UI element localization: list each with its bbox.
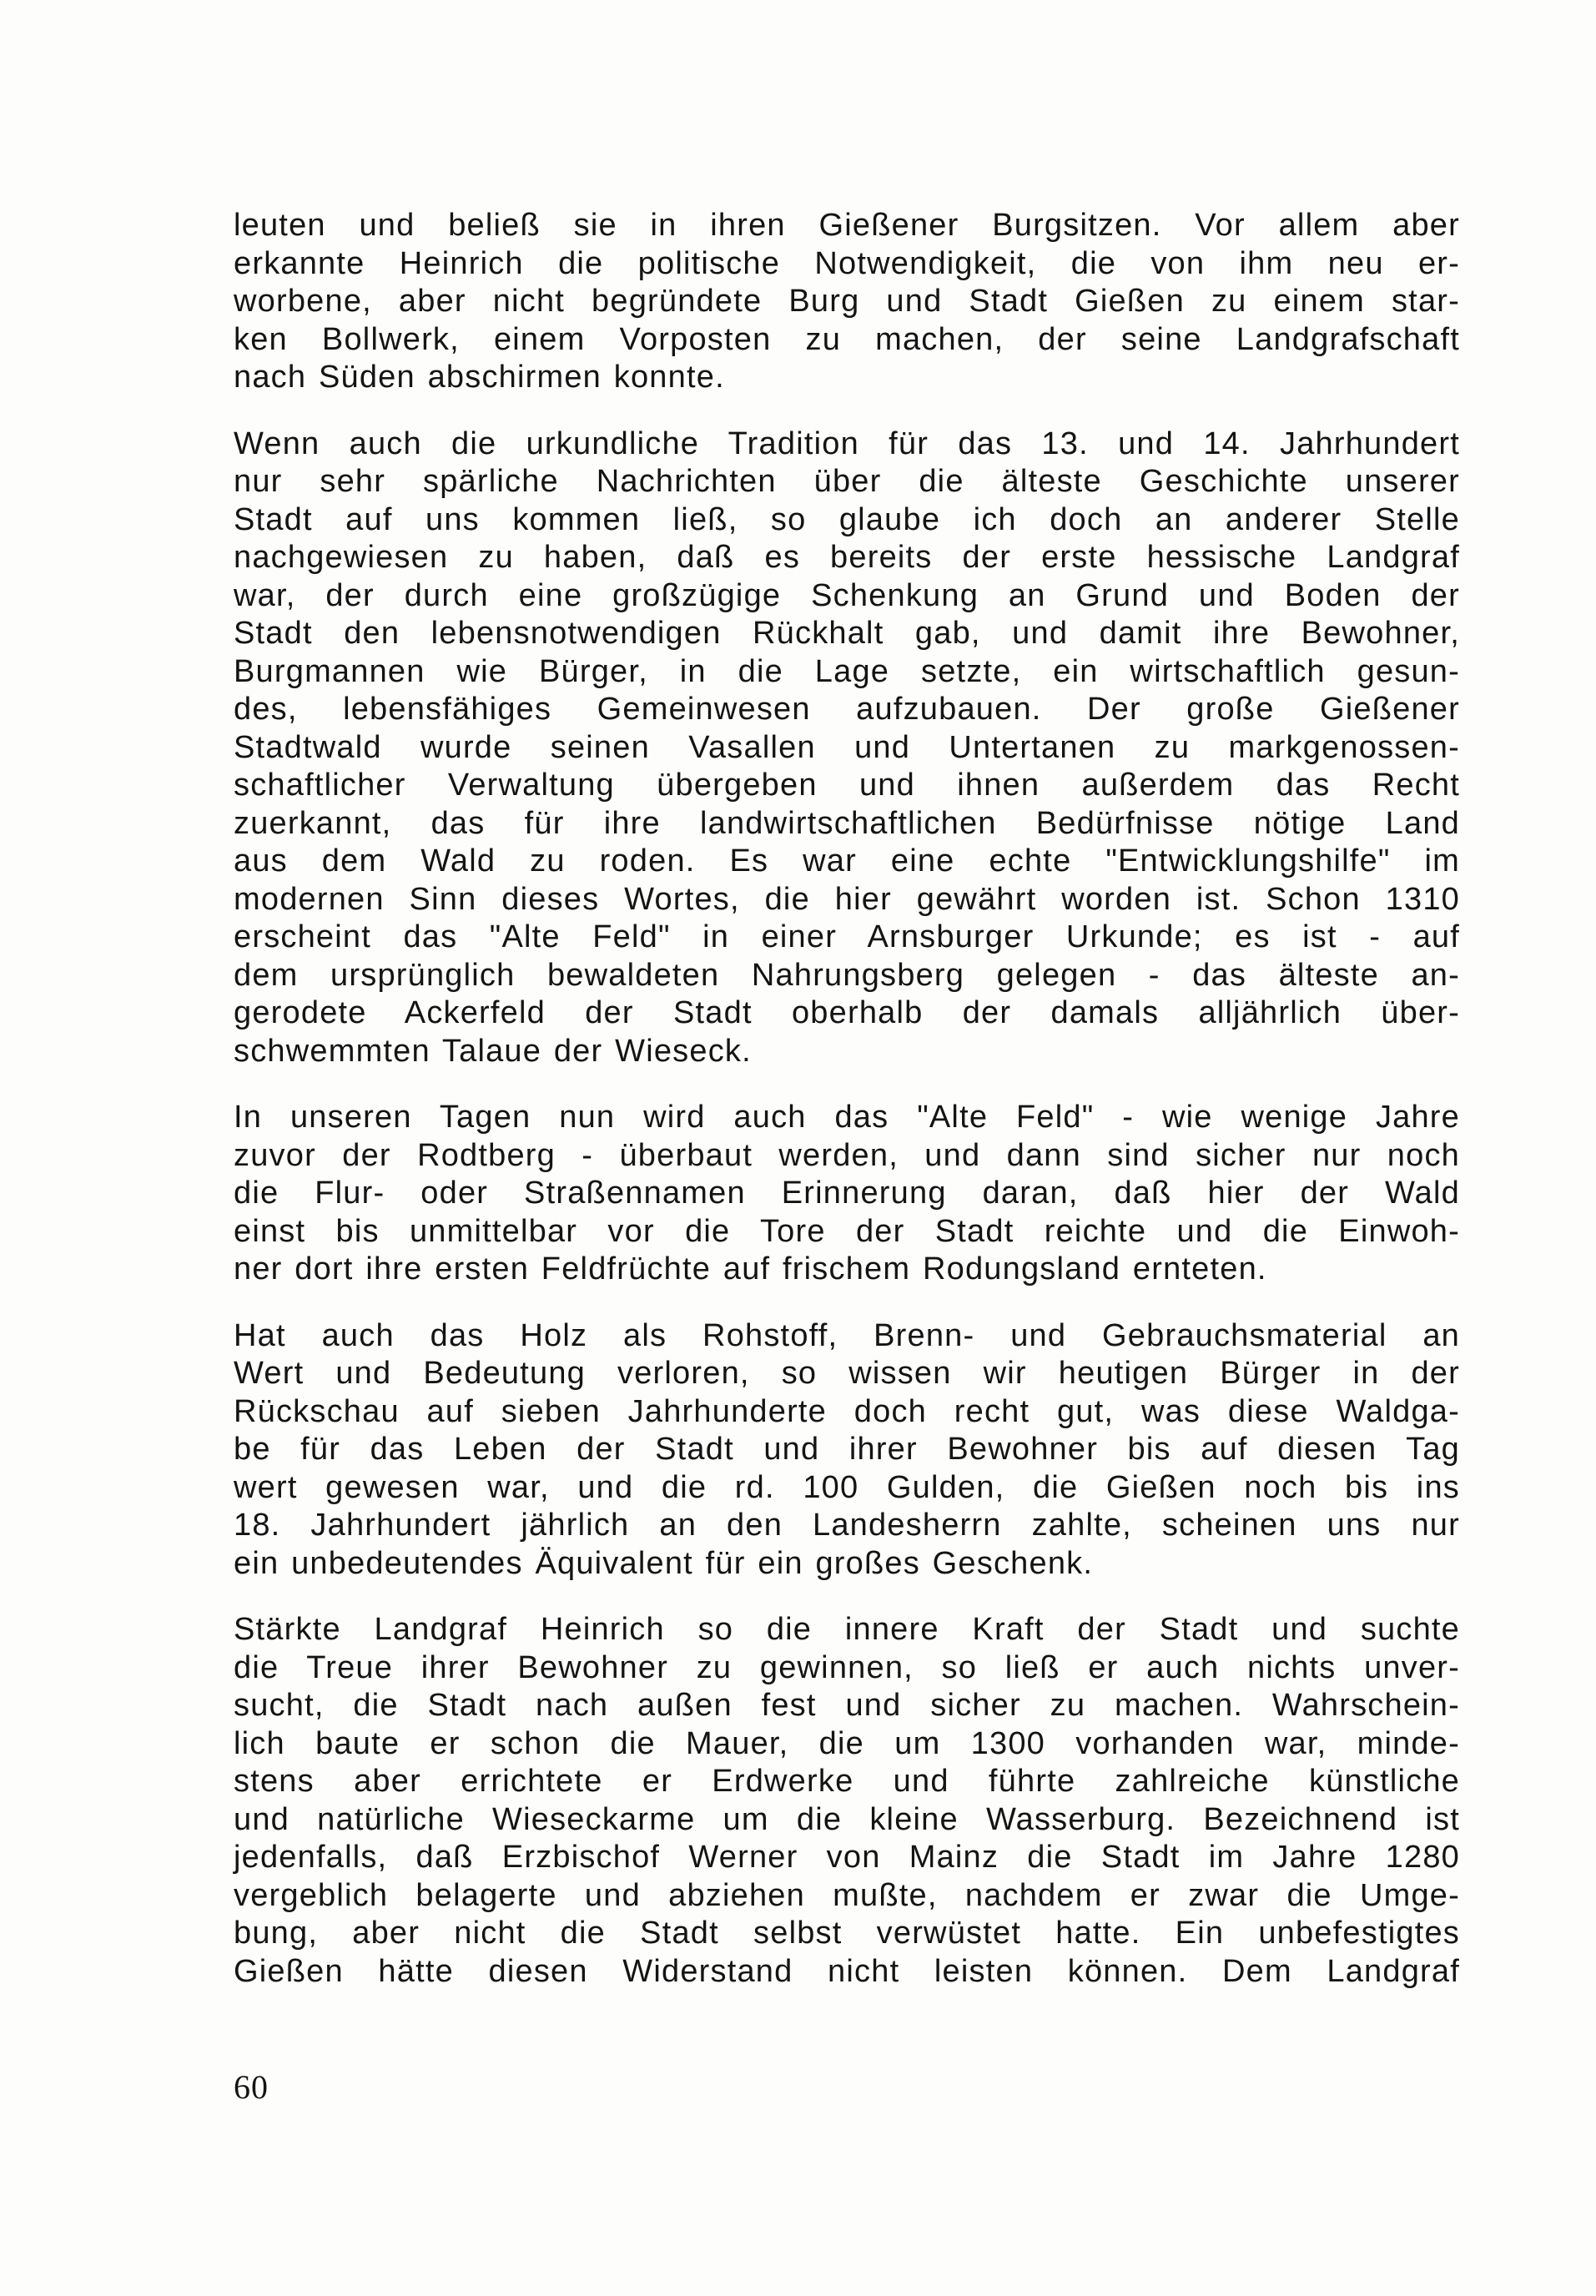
text-line: sucht, die Stadt nach außen fest und sicher zu machen. Wahrschein- — [234, 1688, 1460, 1723]
text-line: ein unbedeutendes Äquivalent für ein großes Geschenk. — [234, 1545, 1094, 1581]
text-line: Stadt den lebensnotwendigen Rückhalt gab, und damit ihre Bewohner, — [234, 616, 1460, 651]
text-line: Wenn auch die urkundliche Tradition für das 13. und 14. Jahrhundert — [234, 425, 1460, 461]
text-line: und natürliche Wieseckarme um die kleine Wasserburg. Bezeichnend ist — [234, 1801, 1460, 1837]
text-line: vergeblich belagerte und abziehen mußte, nachdem er zwar die Umge- — [234, 1877, 1460, 1913]
text-line: jedenfalls, daß Erzbischof Werner von Mainz die Stadt im Jahre 1280 — [234, 1840, 1460, 1875]
text-line: Rückschau auf sieben Jahrhunderte doch recht gut, was diese Waldga- — [234, 1393, 1460, 1429]
text-line: erscheint das "Alte Feld" in einer Arnsburger Urkunde; es ist - auf — [234, 919, 1460, 954]
page-number: 60 — [234, 2068, 269, 2106]
text-line: die Flur- oder Straßennamen Erinnerung daran, daß hier der Wald — [234, 1176, 1460, 1211]
text-line: wert gewesen war, und die rd. 100 Gulden, die Gießen noch bis ins — [234, 1469, 1460, 1505]
text-line: modernen Sinn dieses Wortes, die hier gewährt worden ist. Schon 1310 — [234, 881, 1460, 917]
text-line: be für das Leben der Stadt und ihrer Bewohner bis auf diesen Tag — [234, 1432, 1460, 1467]
text-line: schwemmten Talaue der Wieseck. — [234, 1033, 752, 1069]
text-line: worbene, aber nicht begründete Burg und Stadt Gießen zu einem star- — [234, 284, 1460, 319]
text-line: nachgewiesen zu haben, daß es bereits der erste hessische Landgraf — [234, 540, 1460, 575]
text-line: zuerkannt, das für ihre landwirtschaftlichen Bedürfnisse nötige Land — [234, 805, 1460, 841]
text-line: 18. Jahrhundert jährlich an den Landesherrn zahlte, scheinen uns nur — [234, 1508, 1460, 1543]
text-line: gerodete Ackerfeld der Stadt oberhalb der damals alljährlich über- — [234, 995, 1460, 1030]
paragraph-1 — [234, 207, 1460, 397]
text-line: lich baute er schon die Mauer, die um 1300 vorhanden war, minde- — [234, 1725, 1460, 1761]
text-line: stens aber errichtete er Erdwerke und führte zahlreiche künstliche — [234, 1764, 1460, 1799]
paragraph-5 — [234, 1611, 1460, 1991]
text-line: Burgmannen wie Bürger, in die Lage setzte, ein wirtschaftlich gesun- — [234, 653, 1460, 689]
paragraph-3 — [234, 1099, 1460, 1289]
text-line: Gießen hätte diesen Widerstand nicht leisten können. Dem Landgraf — [234, 1953, 1460, 1989]
text-line: Hat auch das Holz als Rohstoff, Brenn- und Gebrauchsmaterial an — [234, 1317, 1460, 1353]
paragraph-2 — [234, 425, 1460, 1071]
text-line: Stadtwald wurde seinen Vasallen und Untertanen zu markgenossen- — [234, 729, 1460, 765]
text-line: ken Bollwerk, einem Vorposten zu machen, der seine Landgrafschaft — [234, 321, 1460, 357]
text-line: die Treue ihrer Bewohner zu gewinnen, so ließ er auch nichts unver- — [234, 1649, 1460, 1685]
text-line: aus dem Wald zu roden. Es war eine echte "Entwicklungshilfe" im — [234, 843, 1460, 879]
text-line: erkannte Heinrich die politische Notwendigkeit, die von ihm neu er- — [234, 245, 1460, 281]
text-line: ner dort ihre ersten Feldfrüchte auf frischem Rodungsland ernteten. — [234, 1251, 1267, 1286]
text-line: Wert und Bedeutung verloren, so wissen wir heutigen Bürger in der — [234, 1356, 1460, 1391]
text-line: nur sehr spärliche Nachrichten über die älteste Geschichte unserer — [234, 464, 1460, 499]
text-line: zuvor der Rodtberg - überbaut werden, und dann sind sicher nur noch — [234, 1137, 1460, 1173]
text-line: war, der durch eine großzügige Schenkung an Grund und Boden der — [234, 577, 1460, 613]
text-line: leuten und beließ sie in ihren Gießener Burgsitzen. Vor allem aber — [234, 208, 1460, 243]
body-text — [234, 207, 1460, 2019]
text-line: einst bis unmittelbar vor die Tore der Stadt reichte und die Einwoh- — [234, 1213, 1460, 1249]
text-line: In unseren Tagen nun wird auch das "Alte Feld" - wie wenige Jahre — [234, 1100, 1460, 1135]
text-line: bung, aber nicht die Stadt selbst verwüstet hatte. Ein unbefestigtes — [234, 1916, 1460, 1951]
text-line: Stadt auf uns kommen ließ, so glaube ich doch an anderer Stelle — [234, 501, 1460, 537]
text-line: nach Süden abschirmen konnte. — [234, 360, 725, 395]
text-line: dem ursprünglich bewaldeten Nahrungsberg gelegen - das älteste an- — [234, 957, 1460, 993]
text-line: des, lebensfähiges Gemeinwesen aufzubauen. Der große Gießener — [234, 692, 1460, 727]
paragraph-4 — [234, 1317, 1460, 1584]
text-line: Stärkte Landgraf Heinrich so die innere Kraft der Stadt und suchte — [234, 1612, 1460, 1647]
text-line: schaftlicher Verwaltung übergeben und ihnen außerdem das Recht — [234, 768, 1460, 803]
